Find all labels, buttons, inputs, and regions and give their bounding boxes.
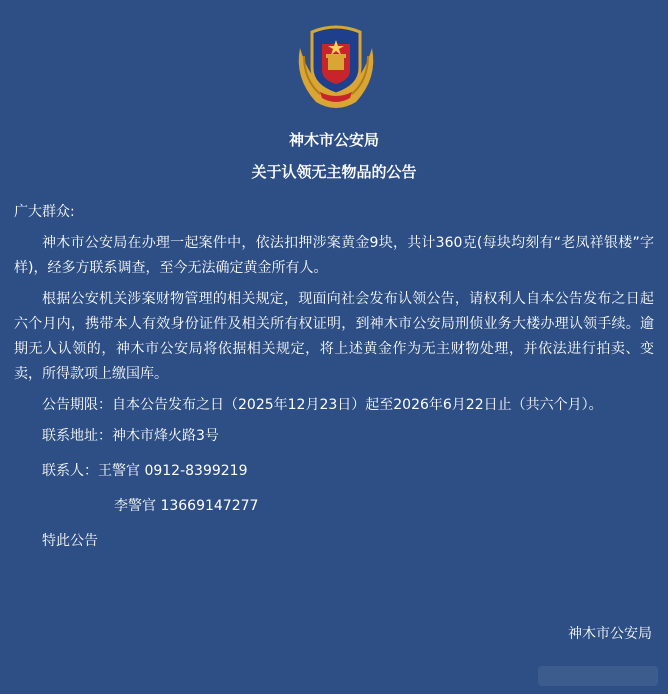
paragraph-2: 根据公安机关涉案财物管理的相关规定，现面向社会发布认领公告，请权利人自本公告发布之日起六个月内，携带本人有效身份证件及相关所有权证明，到神木市公安局刑侦业务大楼办理认领手续。逾期无人认领的，神木市公安局将依据相关规定，将上述黄金作为无主财物处理，并依法进行拍卖、变卖，所得款项上缴国库。: [14, 291, 654, 382]
watermark: [538, 666, 658, 686]
salutation: 广大群众:: [14, 204, 75, 220]
contact-address: 联系地址：神木市烽火路3号: [42, 428, 219, 444]
paragraph-1: 神木市公安局在办理一起案件中，依法扣押涉案黄金9块，共计360克(每块均刻有“老凤祥银楼”字样)，经多方联系调查，至今无法确定黄金所有人。: [14, 235, 654, 276]
notice-title: 关于认领无主物品的公告: [251, 163, 417, 181]
police-emblem-icon: [290, 18, 382, 114]
contact-person-2: 李警官 13669147277: [114, 498, 259, 514]
closing-text: 特此公告: [42, 533, 98, 549]
org-name: 神木市公安局: [288, 131, 379, 149]
header: [0, 124, 668, 188]
contact-person-1: 联系人：王警官 0912-8399219: [42, 463, 248, 479]
paragraph-3: 公告期限：自本公告发布之日（2025年12月23日）起至2026年6月22日止（共六个月）。: [42, 397, 603, 413]
signature: 神木市公安局: [568, 626, 652, 642]
notice-body: [14, 200, 654, 564]
